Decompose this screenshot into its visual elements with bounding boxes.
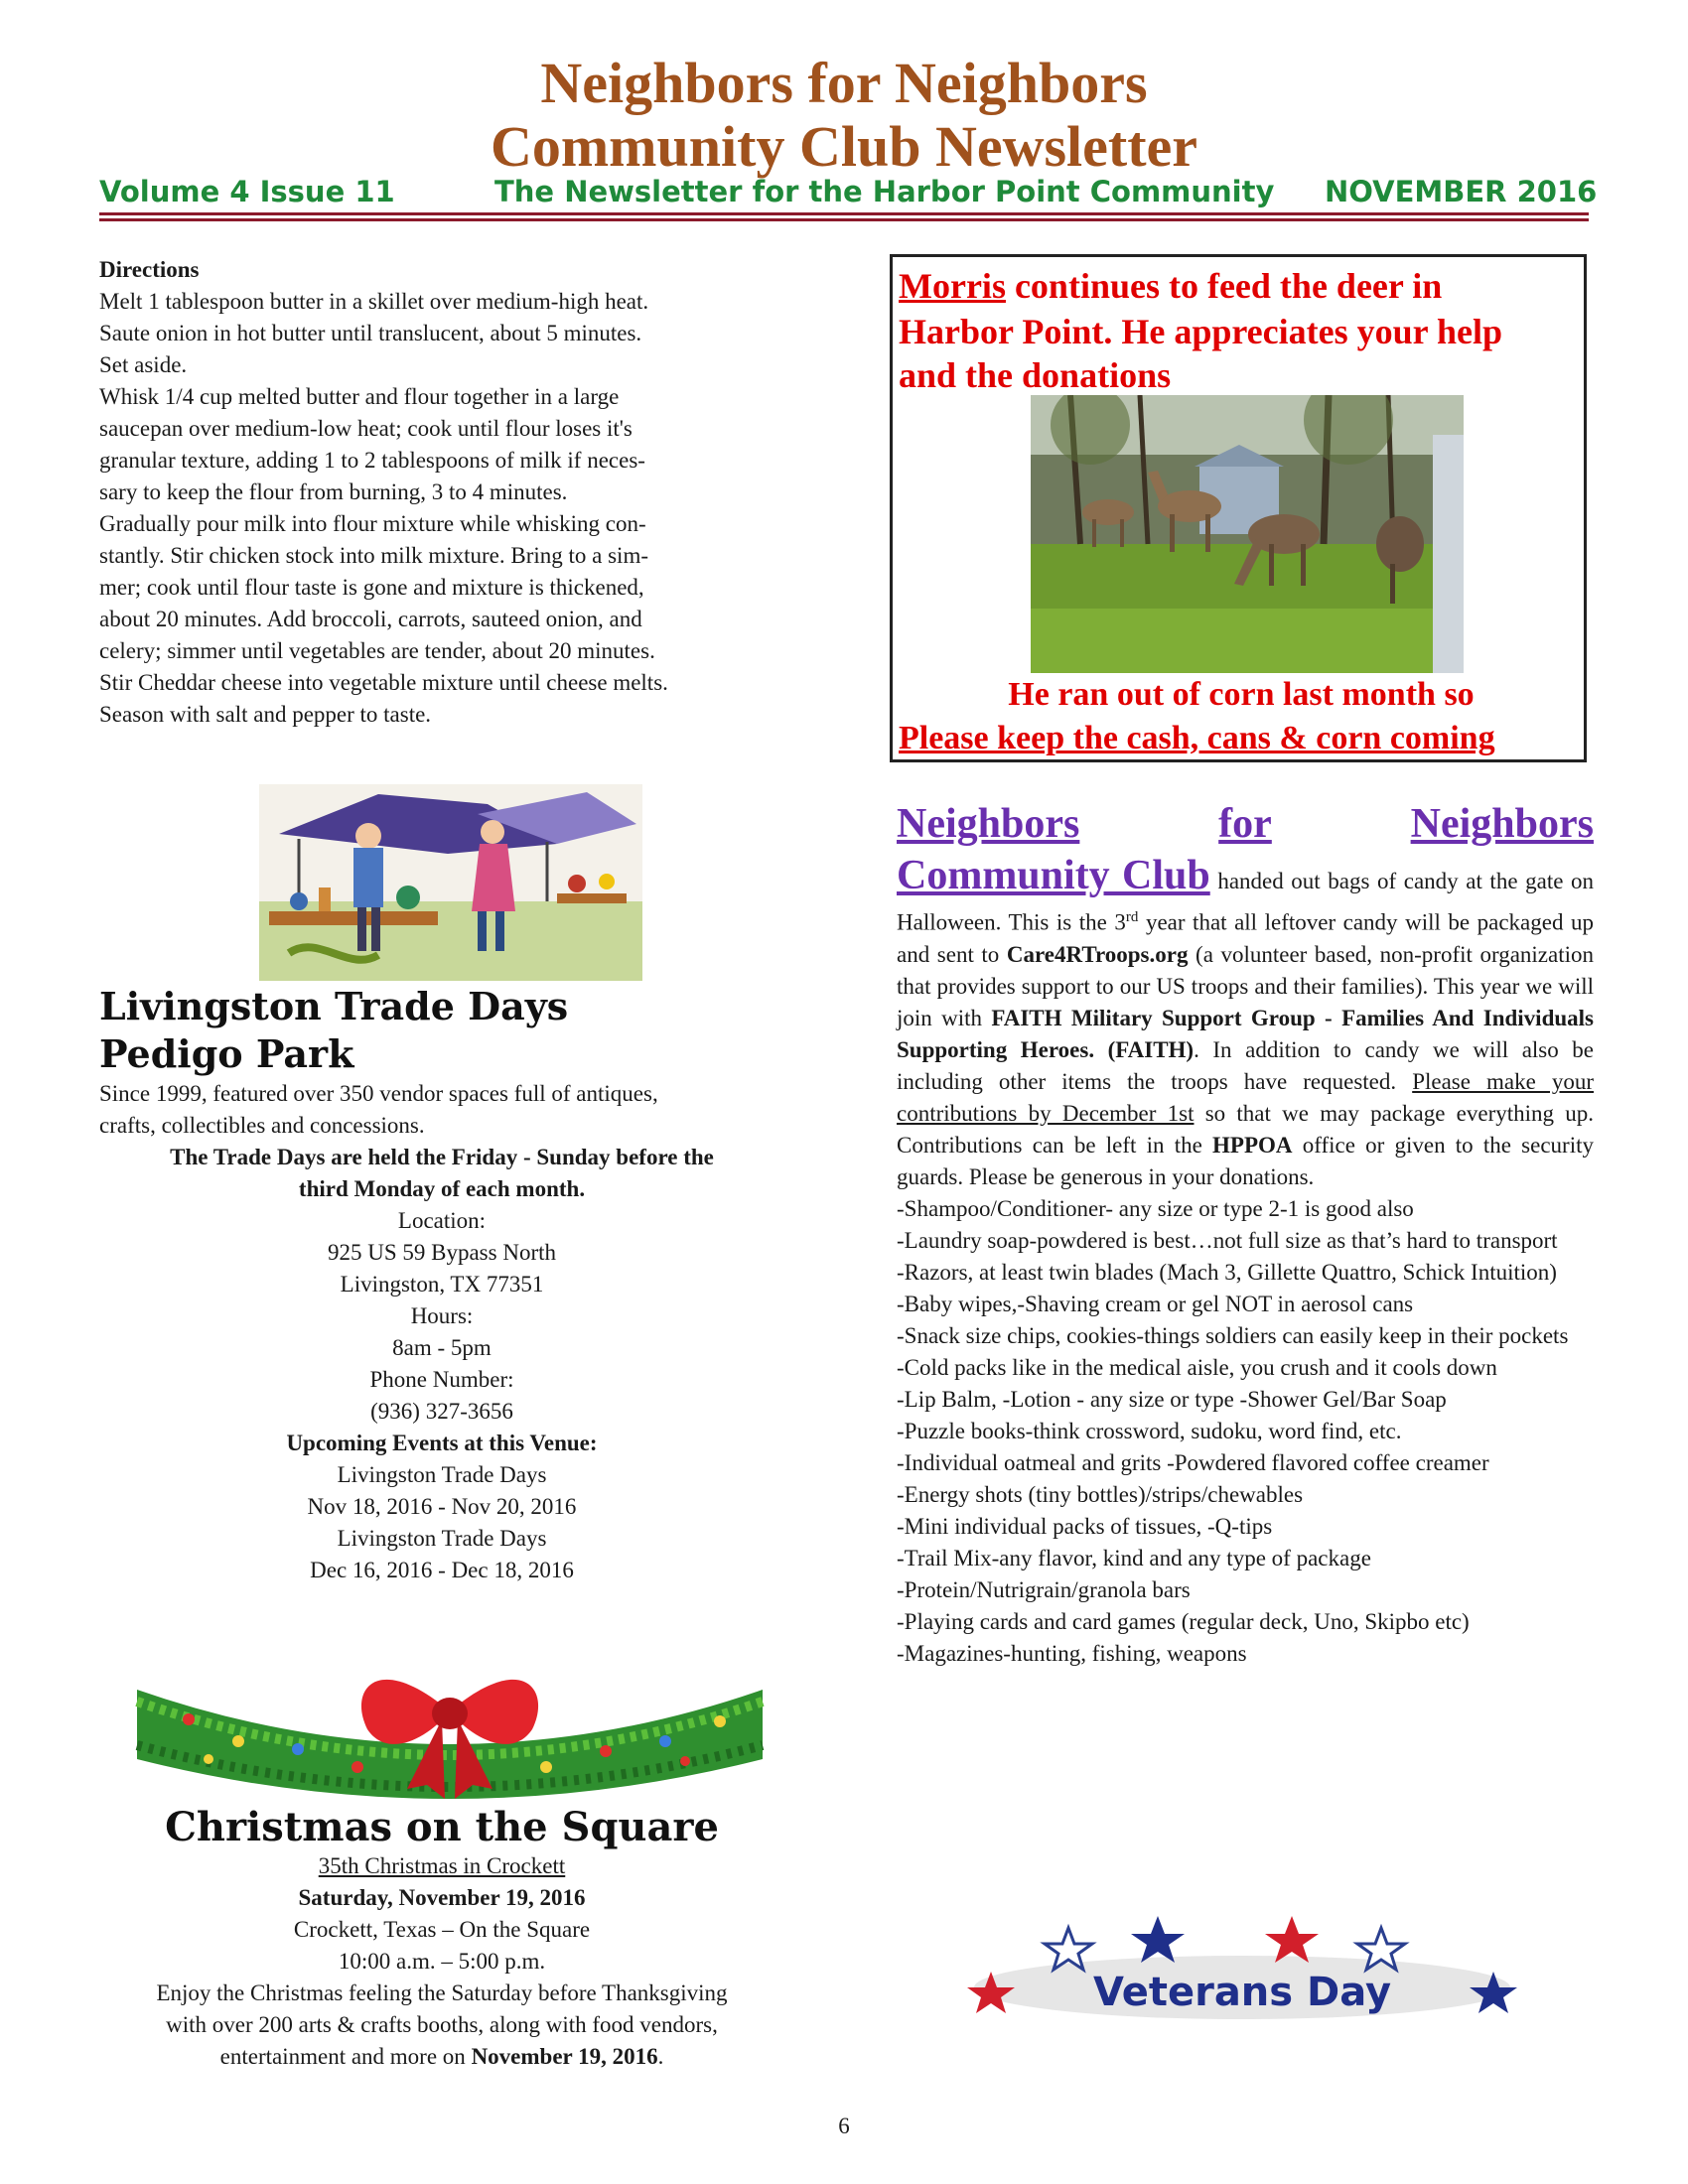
recipe-line: Stir Cheddar cheese into vegetable mixture until cheese melts. — [99, 670, 668, 695]
recipe-line: Melt 1 tablespoon butter in a skillet over medium-high heat. — [99, 289, 649, 314]
christmas-section — [99, 1805, 784, 2073]
christmas-date: Saturday, November 19, 2016 — [298, 1885, 586, 1910]
phone-label: Phone Number: — [369, 1367, 514, 1392]
donation-item: -Puzzle books-think crossword, sudoku, word find, etc. — [897, 1418, 1402, 1443]
donation-item: -Trail Mix-any flavor, kind and any type of package — [897, 1545, 1371, 1570]
trade-days-subtitle: Pedigo Park — [99, 1031, 354, 1076]
donation-item: -Protein/Nutrigrain/granola bars — [897, 1576, 1191, 1602]
club-heading-word1: Neighbors — [897, 801, 1080, 847]
recipe-line: stantly. Stir chicken stock into milk mixture. Bring to a sim- — [99, 543, 648, 568]
recipe-line: mer; cook until flour taste is gone and mixture is thickened, — [99, 575, 644, 600]
christmas-desc-line1: Enjoy the Christmas feeling the Saturday before Thanksgiving — [156, 1980, 728, 2005]
club-heading-line2: Community Club — [897, 853, 1210, 898]
veterans-day-banner — [959, 1906, 1525, 2025]
donation-item-list — [897, 1193, 1594, 1670]
club-ordinal: rd — [1125, 909, 1139, 925]
donation-item: -Shampoo/Conditioner- any size or type 2-1 is good also — [897, 1195, 1414, 1221]
donation-item: -Cold packs like in the medical aisle, you crush and it cools down — [897, 1354, 1497, 1380]
christmas-desc-end: . — [657, 2044, 664, 2069]
recipe-line: Gradually pour milk into flour mixture while whisking con- — [99, 511, 646, 536]
recipe-line: Saute onion in hot butter until translucent, about 5 minutes. — [99, 321, 642, 345]
christmas-desc-line2: with over 200 arts & crafts booths, along with food vendors, — [166, 2012, 718, 2037]
club-faith-name: FAITH Military Support Group - Families And Individuals Supporting Heroes. (FAITH) — [897, 1005, 1594, 1062]
recipe-line: sary to keep the flour from burning, 3 to 4 minutes. — [99, 479, 568, 504]
club-body — [897, 850, 1594, 1193]
club-heading-word3: Neighbors — [1410, 801, 1594, 847]
morris-name: Morris — [899, 266, 1006, 306]
donation-item: -Playing cards and card games (regular deck, Uno, Skipbo etc) — [897, 1608, 1470, 1634]
masthead-title-line2: Community Club Newsletter — [490, 114, 1198, 179]
trade-days-intro-line2: crafts, collectibles and concessions. — [99, 1113, 425, 1138]
club-deadline: Please make your contributions by December 1st — [897, 1068, 1595, 1126]
masthead-title-line1: Neighbors for Neighbors — [540, 51, 1148, 115]
christmas-subtitle: 35th Christmas in Crockett — [318, 1853, 566, 1878]
club-text-4: . In addition to candy we will also be including other items the troops have requested. — [897, 1036, 1595, 1094]
page-number: 6 — [838, 2114, 850, 2138]
recipe-directions — [99, 254, 784, 731]
club-office-name: HPPOA — [1212, 1132, 1293, 1158]
donation-item: -Lip Balm, -Lotion - any size or type -Shower Gel/Bar Soap — [897, 1386, 1447, 1412]
club-text-5: so that we may package everything up. Contributions can be left in the — [897, 1100, 1595, 1158]
morris-footer-line2: Please keep the cash, cans & corn coming — [899, 720, 1495, 756]
phone-value: (936) 327-3656 — [370, 1399, 513, 1424]
club-text-6: office or given to the security guards. Please be generous in your donations. — [897, 1132, 1594, 1189]
recipe-line: Whisk 1/4 cup melted butter and flour together in a large — [99, 384, 620, 409]
masthead-rule-top — [99, 212, 1589, 215]
address-line1: 925 US 59 Bypass North — [327, 1240, 556, 1265]
masthead-rule-bottom — [99, 218, 1589, 221]
trade-days-schedule-line1: The Trade Days are held the Friday - Sunday before the — [170, 1145, 714, 1169]
trade-days-schedule-line2: third Monday of each month. — [298, 1176, 586, 1201]
recipe-line: Set aside. — [99, 352, 188, 377]
club-org-name: Care4RTroops.org — [1006, 941, 1189, 967]
donation-item: -Baby wipes,-Shaving cream or gel NOT in aerosol cans — [897, 1291, 1414, 1316]
event2-name: Livingston Trade Days — [337, 1526, 547, 1551]
club-article — [897, 798, 1594, 1670]
donation-item: -Mini individual packs of tissues, -Q-tips — [897, 1513, 1273, 1539]
christmas-desc-prefix: entertainment and more on — [219, 2044, 472, 2069]
recipe-line: Season with salt and pepper to taste. — [99, 702, 432, 727]
volume-issue: Volume 4 Issue 11 — [99, 175, 395, 208]
donation-item: -Razors, at least twin blades (Mach 3, Gillette Quattro, Schick Intuition) — [897, 1259, 1557, 1285]
address-line2: Livingston, TX 77351 — [340, 1272, 544, 1297]
recipe-line: saucepan over medium-low heat; cook until flour loses it's — [99, 416, 633, 441]
morris-line1-rest: continues to feed the deer in — [1005, 266, 1443, 306]
trade-days-section — [99, 983, 784, 1586]
flea-market-illustration — [259, 784, 642, 981]
donation-item: -Magazines-hunting, fishing, weapons — [897, 1640, 1247, 1666]
events-label: Upcoming Events at this Venue: — [286, 1431, 598, 1455]
christmas-garland-illustration — [129, 1650, 771, 1801]
christmas-place: Crockett, Texas – On the Square — [293, 1917, 591, 1942]
issue-date: NOVEMBER 2016 — [1325, 175, 1598, 208]
event1-dates: Nov 18, 2016 - Nov 20, 2016 — [307, 1494, 577, 1519]
donation-item: -Energy shots (tiny bottles)/strips/chewables — [897, 1481, 1304, 1507]
veterans-day-text: Veterans Day — [1092, 1970, 1392, 2015]
recipe-line: celery; simmer until vegetables are tender, about 20 minutes. — [99, 638, 655, 663]
hours-value: 8am - 5pm — [392, 1335, 492, 1360]
donation-item: -Snack size chips, cookies-things soldiers can easily keep in their pockets — [897, 1322, 1569, 1348]
christmas-time: 10:00 a.m. – 5:00 p.m. — [338, 1949, 546, 1974]
deer-photo — [1031, 395, 1464, 673]
trade-days-title: Livingston Trade Days — [99, 984, 569, 1028]
club-heading-line1 — [897, 798, 1594, 850]
club-text-1: handed out bags of candy at the gate on Halloween. This is the 3 — [897, 869, 1594, 935]
club-text-3: (a volunteer based, non-profit organization that provides support to our US troops and their families). This year we will join with — [897, 941, 1595, 1030]
morris-line2: Harbor Point. He appreciates your help — [899, 312, 1502, 351]
morris-line1 — [899, 263, 1584, 309]
morris-footer-line1: He ran out of corn last month so — [1008, 676, 1475, 713]
recipe-heading: Directions — [99, 257, 200, 282]
recipe-line: about 20 minutes. Add broccoli, carrots, sauteed onion, and — [99, 607, 642, 631]
christmas-title: Christmas on the Square — [165, 1804, 719, 1850]
event1-name: Livingston Trade Days — [337, 1462, 547, 1487]
christmas-desc-date: November 19, 2016 — [471, 2044, 658, 2069]
recipe-steps — [99, 286, 784, 731]
morris-deer-box — [890, 254, 1587, 762]
hours-label: Hours: — [410, 1303, 474, 1328]
club-text-2: year that all leftover candy will be packaged up and sent to — [897, 909, 1595, 967]
christmas-desc-line3 — [99, 2041, 784, 2073]
club-heading-word2: for — [1218, 801, 1272, 847]
masthead-tagline: The Newsletter for the Harbor Point Community — [494, 175, 1275, 208]
donation-item: -Individual oatmeal and grits -Powdered flavored coffee creamer — [897, 1449, 1489, 1475]
location-label: Location: — [397, 1208, 487, 1233]
morris-line3: and the donations — [899, 355, 1172, 395]
donation-item: -Laundry soap-powdered is best…not full size as that’s hard to transport — [897, 1227, 1558, 1253]
event2-dates: Dec 16, 2016 - Dec 18, 2016 — [310, 1558, 574, 1582]
trade-days-intro-line1: Since 1999, featured over 350 vendor spaces full of antiques, — [99, 1081, 658, 1106]
recipe-line: granular texture, adding 1 to 2 tablespoons of milk if neces- — [99, 448, 645, 473]
